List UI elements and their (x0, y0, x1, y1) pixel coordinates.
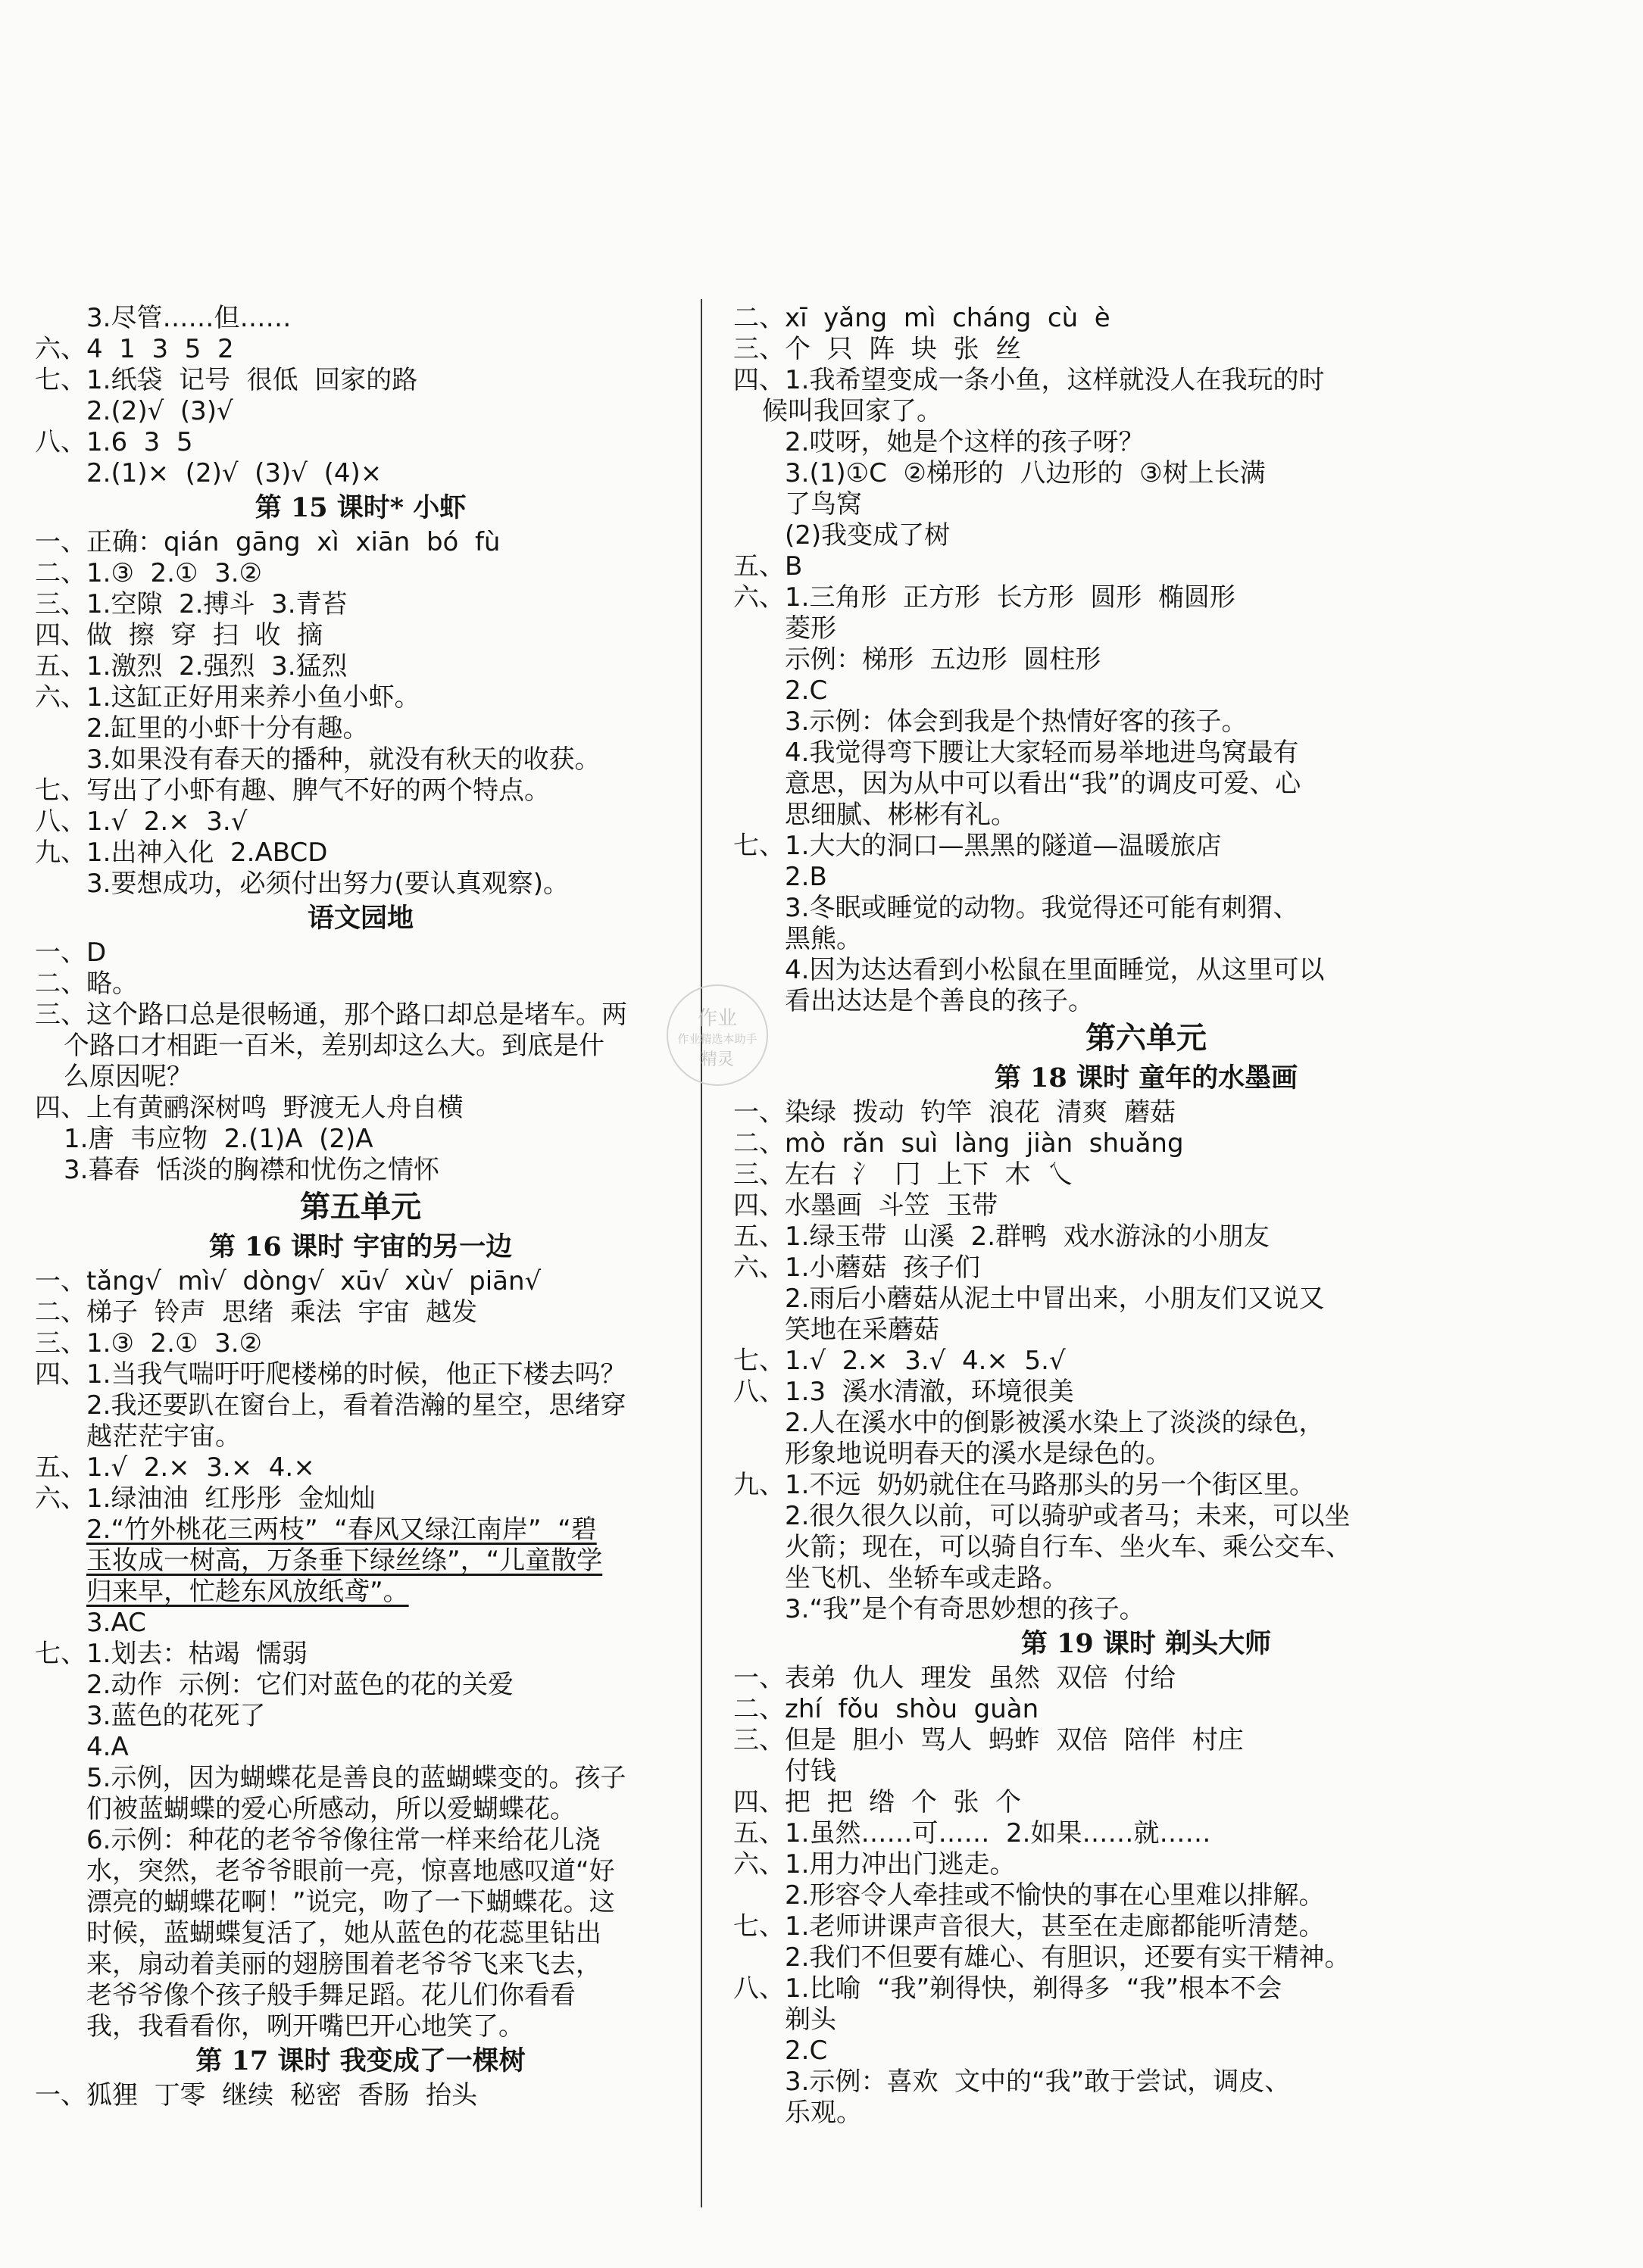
section-heading: 第五单元 (300, 1189, 421, 1224)
answer-line: 越茫茫宇宙。 (86, 1421, 241, 1452)
answer-line: 形象地说明春天的溪水是绿色的。 (785, 1439, 1171, 1469)
section-heading: 第 19 课时 剃头大师 (1020, 1628, 1272, 1659)
answer-line: 一、狐狸 丁零 继续 秘密 香肠 抬头 (35, 2080, 478, 2110)
answer-line: 们被蓝蝴蝶的爱心所感动，所以爱蝴蝶花。 (86, 1794, 576, 1824)
answer-line: 归来早，忙趁东风放纸鸢”。 (86, 1577, 409, 1607)
answer-line: 五、1.绿玉带 山溪 2.群鸭 戏水游泳的小朋友 (733, 1221, 1270, 1252)
answer-line: 一、表弟 仇人 理发 虽然 双倍 付给 (733, 1663, 1176, 1693)
answer-line: 2.我们不但要有雄心、有胆识，还要有实干精神。 (785, 1942, 1351, 1973)
answer-line: 2.雨后小蘑菇从泥土中冒出来，小朋友们又说又 (785, 1284, 1325, 1314)
answer-line: 3.AC (86, 1608, 146, 1638)
answer-line: 笑地在采蘑菇 (785, 1315, 939, 1345)
answer-line: 五、1.√ 2.× 3.× 4.× (35, 1452, 315, 1483)
answer-line: 2.形容令人牵挂或不愉快的事在心里难以排解。 (785, 1880, 1325, 1911)
answer-line: 坐飞机、坐轿车或走路。 (785, 1563, 1068, 1593)
answer-line: 七、1.大大的洞口—黑黑的隧道—温暖旅店 (733, 831, 1222, 861)
answer-line: 3.“我”是个有奇思妙想的孩子。 (785, 1594, 1145, 1624)
answer-line: 2.“竹外桃花三两枝” “春风又绿江南岸” “碧 (86, 1515, 597, 1545)
stamp-line2: 作业精选本助手 (677, 1032, 757, 1046)
answer-line: 八、1.6 3 5 (35, 427, 193, 457)
answer-line: 五、B (733, 551, 803, 582)
section-heading: 第 17 课时 我变成了一棵树 (195, 2045, 526, 2076)
answer-line: 一、tǎng√ mì√ dòng√ xū√ xù√ piān√ (35, 1266, 542, 1296)
answer-line: 三、左右 氵 冂 上下 木 乀 (733, 1159, 1073, 1190)
answer-line: 思细腻、彬彬有礼。 (785, 800, 1017, 830)
answer-line: 八、1.比喻 “我”剃得快，剃得多 “我”根本不会 (733, 1973, 1282, 2004)
answer-line: 老爷爷像个孩子般手舞足蹈。花儿们你看看 (86, 1980, 576, 2011)
answer-line: 了鸟窝 (785, 489, 862, 519)
answer-line: 二、1.③ 2.① 3.② (35, 558, 262, 588)
answer-line: 6.示例：种花的老爷爷像往常一样来给花儿浇 (86, 1825, 601, 1855)
answer-line: 六、1.三角形 正方形 长方形 圆形 椭圆形 (733, 582, 1235, 613)
answer-line: 六、1.绿油油 红彤彤 金灿灿 (35, 1483, 376, 1514)
answer-line: 看出达达是个善良的孩子。 (785, 986, 1094, 1016)
answer-line: 2.B (785, 862, 827, 892)
answer-line: 五、1.虽然……可…… 2.如果……就…… (733, 1818, 1211, 1848)
answer-line: 六、4 1 3 5 2 (35, 334, 234, 364)
answer-line: 3.要想成功，必须付出努力(要认真观察)。 (86, 869, 569, 899)
answer-line: 乐观。 (785, 2098, 862, 2128)
answer-line: 4.因为达达看到小松鼠在里面睡觉，从这里可以 (785, 955, 1325, 985)
answer-line: 三、但是 胆小 骂人 蚂蚱 双倍 陪伴 村庄 (733, 1725, 1244, 1755)
answer-line: 八、1.√ 2.× 3.√ (35, 806, 248, 837)
section-heading: 第 15 课时* 小虾 (255, 492, 467, 523)
answer-line: 3.示例：体会到我是个热情好客的孩子。 (785, 707, 1248, 737)
answer-line: 二、zhí fǒu shòu guàn (733, 1694, 1039, 1724)
answer-line: 2.C (785, 2036, 828, 2066)
answer-line: 3.(1)①C ②梯形的 八边形的 ③树上长满 (785, 458, 1266, 488)
answer-line: 一、正确：qián gāng xì xiān bó fù (35, 527, 501, 557)
answer-line: 菱形 (785, 613, 836, 644)
answer-line: 七、1.老师讲课声音很大，甚至在走廊都能听清楚。 (733, 1911, 1325, 1942)
answer-line: 四、上有黄鹂深树鸣 野渡无人舟自横 (35, 1093, 464, 1123)
answer-line: 二、mò rǎn suì làng jiàn shuǎng (733, 1128, 1184, 1159)
answer-line: 七、1.划去：枯竭 懦弱 (35, 1639, 308, 1669)
answer-line: 漂亮的蝴蝶花啊！”说完，吻了一下蝴蝶花。这 (86, 1887, 615, 1917)
answer-line: 三、1.空隙 2.搏斗 3.青苔 (35, 589, 348, 619)
answer-line: 水，突然，老爷爷眼前一亮，惊喜地感叹道“好 (86, 1856, 615, 1886)
answer-line: 三、个 只 阵 块 张 丝 (733, 334, 1022, 364)
answer-line: 2.(1)× (2)√ (3)√ (4)× (86, 458, 383, 488)
answer-line: 六、1.用力冲出门逃走。 (733, 1849, 1016, 1880)
answer-line: 2.我还要趴在窗台上，看着浩瀚的星空，思绪穿 (86, 1390, 626, 1421)
answer-line: 意思，因为从中可以看出“我”的调皮可爱、心 (785, 769, 1301, 799)
answer-line: 一、染绿 拨动 钓竿 浪花 清爽 蘑菇 (733, 1097, 1176, 1128)
column-divider (701, 299, 702, 2207)
left-column (35, 303, 686, 2111)
answer-line: 九、1.不远 奶奶就住在马路那头的另一个街区里。 (733, 1470, 1316, 1500)
answer-line: 六、1.小蘑菇 孩子们 (733, 1253, 981, 1283)
answer-line: 1.唐 韦应物 2.(1)A (2)A (64, 1124, 373, 1154)
answer-line: 一、D (35, 937, 107, 968)
answer-line: 八、1.3 溪水清澈，环境很美 (733, 1377, 1074, 1407)
answer-line: 3.冬眠或睡觉的动物。我觉得还可能有刺猬、 (785, 893, 1299, 923)
answer-line: 二、xī yǎng mì cháng cù è (733, 303, 1110, 333)
answer-line: 来，扇动着美丽的翅膀围着老爷爷飞来飞去， (86, 1949, 601, 1979)
answer-line: 时候，蓝蝴蝶复活了，她从蓝色的花蕊里钻出 (86, 1918, 601, 1948)
answer-line: 2.动作 示例：它们对蓝色的花的关爱 (86, 1670, 514, 1700)
answer-line: 二、梯子 铃声 思绪 乘法 宇宙 越发 (35, 1297, 478, 1327)
answer-line: 5.示例，因为蝴蝶花是善良的蓝蝴蝶变的。孩子 (86, 1763, 626, 1793)
answer-line: 4.A (86, 1732, 129, 1762)
answer-line: 五、1.激烈 2.强烈 3.猛烈 (35, 651, 348, 682)
answer-line: 个路口才相距一百米，差别却这么大。到底是什 (64, 1031, 604, 1061)
answer-line: 3.如果没有春天的播种，就没有秋天的收获。 (86, 744, 601, 775)
answer-line: 火箭；现在，可以骑自行车、坐火车、乘公交车、 (785, 1532, 1351, 1562)
answer-line: 付钱 (785, 1756, 836, 1786)
right-column (733, 303, 1559, 2129)
answer-line: 七、1.√ 2.× 3.√ 4.× 5.√ (733, 1346, 1066, 1376)
answer-line: 2.人在溪水中的倒影被溪水染上了淡淡的绿色， (785, 1408, 1325, 1438)
answer-line: 4.我觉得弯下腰让大家轻而易举地进鸟窝最有 (785, 738, 1299, 768)
answer-line: 七、1.纸袋 记号 很低 回家的路 (35, 365, 418, 395)
section-heading: 第 16 课时 宇宙的另一边 (208, 1231, 513, 1262)
stamp-line3: 精灵 (700, 1050, 734, 1069)
section-heading: 第六单元 (1085, 1020, 1207, 1056)
answer-line: 九、1.出神入化 2.ABCD (35, 838, 328, 868)
answer-line: 六、1.这缸正好用来养小鱼小虾。 (35, 682, 420, 713)
answer-line: 三、1.③ 2.① 3.② (35, 1328, 262, 1359)
answer-line: 3.蓝色的花死了 (86, 1701, 266, 1731)
answer-line: 3.暮春 恬淡的胸襟和忧伤之情怀 (64, 1155, 440, 1185)
answer-line: 2.C (785, 675, 828, 706)
answer-line: 四、1.我希望变成一条小鱼，这样就没人在我玩的时 (733, 365, 1325, 395)
answer-line: 黑熊。 (785, 924, 862, 954)
answer-line: 我，我看看你，咧开嘴巴开心地笑了。 (86, 2011, 524, 2042)
answer-line: 玉妆成一树高，万条垂下绿丝绦”，“儿童散学 (86, 1546, 603, 1576)
answer-line: 么原因呢？ (64, 1062, 192, 1092)
answer-line: 三、这个路口总是很畅通，那个路口却总是堵车。两 (35, 1000, 627, 1030)
answer-line: 四、做 擦 穿 扫 收 摘 (35, 620, 323, 650)
section-heading: 语文园地 (307, 903, 414, 934)
stamp-line1: 作业 (697, 1007, 737, 1030)
answer-line: 2.很久很久以前，可以骑驴或者马；未来，可以坐 (785, 1501, 1351, 1531)
answer-line: 二、略。 (35, 969, 138, 999)
section-heading: 第 18 课时 童年的水墨画 (994, 1062, 1298, 1093)
answer-line: 七、写出了小虾有趣、脾气不好的两个特点。 (35, 775, 550, 806)
answer-line: 候叫我回家了。 (762, 396, 942, 426)
answer-line: 2.缸里的小虾十分有趣。 (86, 713, 369, 744)
answer-line: 剃头 (785, 2004, 836, 2035)
answer-line: 3.尽管……但…… (86, 303, 292, 333)
answer-line: 2.哎呀，她是个这样的孩子呀？ (785, 427, 1145, 457)
answer-line: 2.(2)√ (3)√ (86, 396, 233, 426)
answer-line: (2)我变成了树 (785, 520, 951, 551)
answer-line: 四、把 把 绺 个 张 个 (733, 1787, 1022, 1817)
answer-line: 四、1.当我气喘吁吁爬楼梯的时候，他正下楼去吗？ (35, 1359, 626, 1390)
answer-line: 示例：梯形 五边形 圆柱形 (785, 644, 1101, 675)
answer-line: 3.示例：喜欢 文中的“我”敢于尝试，调皮、 (785, 2067, 1291, 2097)
answer-line: 四、水墨画 斗笠 玉带 (733, 1190, 998, 1221)
watermark-stamp (667, 984, 768, 1086)
